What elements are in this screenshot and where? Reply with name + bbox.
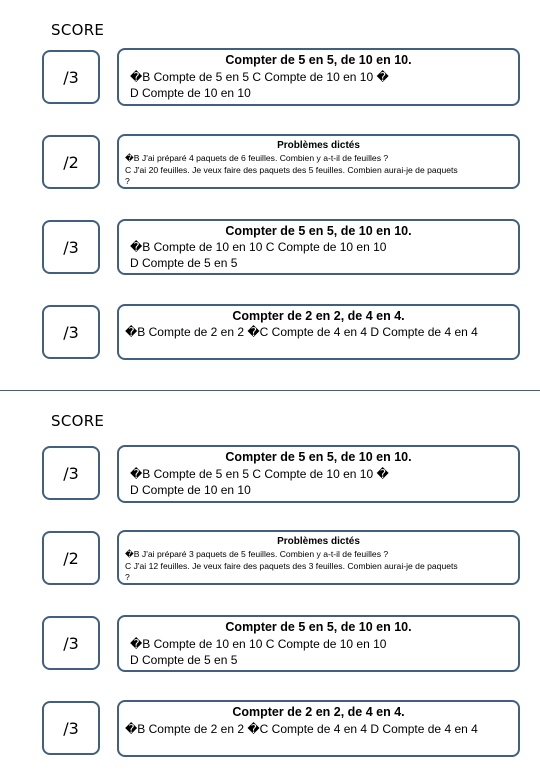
section-divider	[0, 390, 540, 391]
score-box	[42, 616, 100, 670]
score-box	[42, 135, 100, 189]
exercise-line: �B Compte de 5 en 5 C Compte de 10 en 10 �	[130, 70, 389, 84]
exercise-line: �B Compte de 10 en 10 C Compte de 10 en 10	[130, 240, 387, 254]
exercise-box	[117, 530, 520, 585]
score-value: /2	[63, 153, 79, 172]
exercise-line: C J'ai 20 feuilles. Je veux faire des paquets des 5 feuilles. Combien aurai-je de paquets	[125, 165, 458, 175]
exercise-title: Compter de 2 en 2, de 4 en 4.	[232, 309, 405, 323]
exercise-line: D Compte de 5 en 5	[130, 653, 238, 667]
score-value: /3	[63, 634, 79, 653]
score-box	[42, 50, 100, 104]
exercise-title: Compter de 5 en 5, de 10 en 10.	[225, 450, 412, 464]
score-heading: SCORE	[51, 412, 105, 430]
exercise-line: �B Compte de 5 en 5 C Compte de 10 en 10 �	[130, 467, 389, 481]
exercise-line: C J'ai 12 feuilles. Je veux faire des paquets des 3 feuilles. Combien aurai-je de paquets	[125, 561, 458, 571]
score-value: /3	[63, 719, 79, 738]
score-value: /3	[63, 464, 79, 483]
exercise-title: Problèmes dictés	[277, 140, 360, 151]
score-value: /3	[63, 323, 79, 342]
exercise-box	[117, 445, 520, 503]
exercise-box	[117, 134, 520, 189]
exercise-title: Problèmes dictés	[277, 536, 360, 547]
exercise-line: �B Compte de 2 en 2 �C Compte de 4 en 4 D Compte de 4 en 4	[125, 325, 478, 339]
exercise-line: ?	[125, 176, 130, 186]
exercise-line: �B Compte de 10 en 10 C Compte de 10 en 10	[130, 637, 387, 651]
exercise-line: �B Compte de 2 en 2 �C Compte de 4 en 4 D Compte de 4 en 4	[125, 722, 478, 736]
exercise-line: D Compte de 5 en 5	[130, 256, 238, 270]
exercise-box	[117, 615, 520, 672]
exercise-title: Compter de 5 en 5, de 10 en 10.	[225, 620, 412, 634]
exercise-box	[117, 48, 520, 106]
score-box	[42, 305, 100, 359]
exercise-box	[117, 219, 520, 275]
score-box	[42, 220, 100, 274]
score-box	[42, 531, 100, 585]
exercise-line: ?	[125, 572, 130, 582]
exercise-line: D Compte de 10 en 10	[130, 483, 251, 497]
exercise-box	[117, 700, 520, 757]
exercise-title: Compter de 5 en 5, de 10 en 10.	[225, 53, 412, 67]
exercise-box	[117, 304, 520, 360]
score-heading: SCORE	[51, 21, 105, 39]
exercise-line: D Compte de 10 en 10	[130, 86, 251, 100]
score-box	[42, 701, 100, 755]
exercise-title: Compter de 5 en 5, de 10 en 10.	[225, 224, 412, 238]
exercise-line: �B J'ai préparé 4 paquets de 6 feuilles. Combien y a-t-il de feuilles ?	[125, 153, 389, 163]
score-value: /3	[63, 68, 79, 87]
exercise-line: �B J'ai préparé 3 paquets de 5 feuilles. Combien y a-t-il de feuilles ?	[125, 549, 389, 559]
score-value: /3	[63, 238, 79, 257]
score-box	[42, 446, 100, 500]
exercise-title: Compter de 2 en 2, de 4 en 4.	[232, 705, 405, 719]
score-value: /2	[63, 549, 79, 568]
